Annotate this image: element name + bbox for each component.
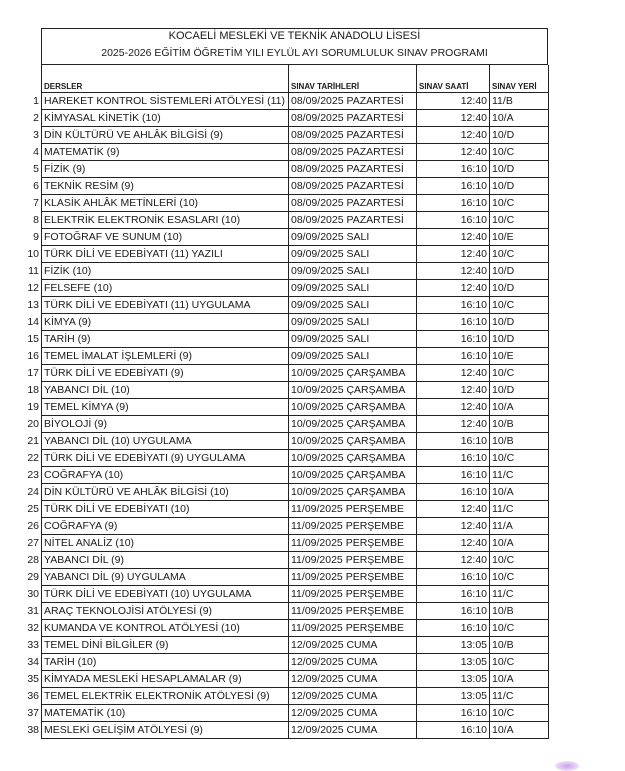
table-row — [42, 603, 549, 620]
time-cell: 16:10 — [417, 620, 490, 637]
row-number: 19 — [27, 401, 39, 413]
time-cell: 12:40 — [417, 263, 490, 280]
date-cell: 10/09/2025 ÇARŞAMBA — [289, 433, 417, 450]
room-cell: 10/C — [490, 705, 549, 722]
course-cell — [27, 450, 289, 467]
time-cell: 16:10 — [417, 450, 490, 467]
room-cell: 10/D — [490, 178, 549, 195]
room-cell: 11/A — [490, 518, 549, 535]
date-cell: 10/09/2025 ÇARŞAMBA — [289, 416, 417, 433]
table-header-row — [42, 65, 549, 93]
row-number: 23 — [27, 469, 39, 481]
course-name: FİZİK (10) — [44, 265, 92, 277]
course-cell — [27, 722, 289, 739]
row-number: 36 — [27, 690, 39, 702]
time-cell: 16:10 — [417, 212, 490, 229]
course-name: ELEKTRİK ELEKTRONİK ESASLARI (10) — [44, 214, 241, 226]
row-number: 5 — [33, 163, 39, 175]
date-cell: 10/09/2025 ÇARŞAMBA — [289, 467, 417, 484]
course-name: KLASİK AHLÂK METİNLERİ (10) — [44, 197, 199, 209]
room-cell: 10/C — [490, 297, 549, 314]
table-row — [42, 467, 549, 484]
room-cell: 11/C — [490, 688, 549, 705]
course-name: TEMEL ELEKTRİK ELEKTRONİK ATÖLYESİ (9) — [44, 690, 270, 702]
time-cell: 12:40 — [417, 246, 490, 263]
room-cell: 10/A — [490, 399, 549, 416]
table-row — [42, 518, 549, 535]
room-cell: 10/A — [490, 110, 549, 127]
course-cell — [27, 705, 289, 722]
date-cell: 12/09/2025 CUMA — [289, 688, 417, 705]
course-name: TEMEL KİMYA (9) — [44, 401, 129, 413]
time-cell: 12:40 — [417, 127, 490, 144]
room-cell: 11/C — [490, 501, 549, 518]
table-row — [42, 178, 549, 195]
date-cell: 11/09/2025 PERŞEMBE — [289, 603, 417, 620]
course-cell — [27, 331, 289, 348]
table-row — [42, 365, 549, 382]
time-cell: 16:10 — [417, 348, 490, 365]
time-cell: 12:40 — [417, 229, 490, 246]
date-cell: 09/09/2025 SALI — [289, 314, 417, 331]
date-cell: 12/09/2025 CUMA — [289, 637, 417, 654]
table-row — [42, 484, 549, 501]
room-cell: 11/C — [490, 586, 549, 603]
row-number: 37 — [27, 707, 39, 719]
course-cell — [27, 654, 289, 671]
time-cell: 12:40 — [417, 280, 490, 297]
date-cell: 08/09/2025 PAZARTESİ — [289, 127, 417, 144]
room-cell: 10/C — [490, 654, 549, 671]
table-row — [42, 280, 549, 297]
room-cell: 10/C — [490, 365, 549, 382]
table-row — [42, 433, 549, 450]
time-cell: 12:40 — [417, 552, 490, 569]
row-number: 14 — [27, 316, 39, 328]
time-cell: 12:40 — [417, 144, 490, 161]
date-cell: 11/09/2025 PERŞEMBE — [289, 518, 417, 535]
row-number: 10 — [27, 248, 39, 260]
course-name: MATEMATİK (10) — [44, 707, 126, 719]
row-number: 7 — [33, 197, 39, 209]
document-title: 2025-2026 EĞİTİM ÖĞRETİM YILI EYLÜL AYI SORUMLULUK SINAV PROGRAMI — [101, 47, 488, 59]
table-row — [42, 535, 549, 552]
course-name: KİMYADA MESLEKİ HESAPLAMALAR (9) — [44, 673, 242, 685]
row-number: 35 — [27, 673, 39, 685]
course-name: KUMANDA VE KONTROL ATÖLYESİ (10) — [44, 622, 240, 634]
course-cell — [33, 110, 289, 127]
course-name: TEKNİK RESİM (9) — [44, 180, 134, 192]
course-cell — [27, 552, 289, 569]
course-cell — [33, 93, 289, 110]
course-cell — [27, 637, 289, 654]
date-cell: 12/09/2025 CUMA — [289, 671, 417, 688]
course-cell — [27, 416, 289, 433]
date-cell: 09/09/2025 SALI — [289, 263, 417, 280]
table-row — [42, 110, 549, 127]
date-cell: 08/09/2025 PAZARTESİ — [289, 110, 417, 127]
table-row — [42, 501, 549, 518]
course-cell — [27, 671, 289, 688]
course-cell — [27, 382, 289, 399]
date-cell: 12/09/2025 CUMA — [289, 705, 417, 722]
time-cell: 12:40 — [417, 518, 490, 535]
course-cell — [33, 229, 289, 246]
table-row — [42, 93, 549, 110]
date-cell: 10/09/2025 ÇARŞAMBA — [289, 365, 417, 382]
room-cell: 10/E — [490, 229, 549, 246]
room-cell: 11/C — [490, 467, 549, 484]
course-cell — [33, 144, 289, 161]
course-name: YABANCI DİL (9) — [44, 554, 124, 566]
course-cell — [27, 280, 289, 297]
date-cell: 10/09/2025 ÇARŞAMBA — [289, 399, 417, 416]
date-cell: 09/09/2025 SALI — [289, 246, 417, 263]
row-number: 9 — [33, 231, 39, 243]
table-row — [42, 450, 549, 467]
course-name: KİMYASAL KİNETİK (10) — [44, 112, 161, 124]
course-name: COĞRAFYA (9) — [44, 520, 118, 532]
time-cell: 13:05 — [417, 688, 490, 705]
course-name: TÜRK DİLİ VE EDEBİYATI (11) UYGULAMA — [44, 299, 251, 311]
course-cell — [27, 569, 289, 586]
table-row — [42, 399, 549, 416]
course-name: KİMYA (9) — [44, 316, 92, 328]
table-body — [27, 93, 549, 739]
course-name: FOTOĞRAF VE SUNUM (10) — [44, 231, 183, 243]
table-row — [42, 705, 549, 722]
room-cell: 10/D — [490, 331, 549, 348]
row-number: 17 — [27, 367, 39, 379]
table-row — [42, 161, 549, 178]
room-cell: 10/D — [490, 127, 549, 144]
time-cell: 13:05 — [417, 654, 490, 671]
date-cell: 08/09/2025 PAZARTESİ — [289, 144, 417, 161]
course-cell — [27, 688, 289, 705]
course-name: TÜRK DİLİ VE EDEBİYATI (10) UYGULAMA — [44, 588, 252, 600]
time-cell: 16:10 — [417, 195, 490, 212]
room-cell: 10/A — [490, 671, 549, 688]
date-cell: 10/09/2025 ÇARŞAMBA — [289, 484, 417, 501]
row-number: 34 — [27, 656, 39, 668]
date-cell: 10/09/2025 ÇARŞAMBA — [289, 450, 417, 467]
time-cell: 16:10 — [417, 705, 490, 722]
room-cell: 10/C — [490, 195, 549, 212]
course-cell — [27, 399, 289, 416]
row-number: 1 — [33, 95, 39, 107]
course-cell — [27, 467, 289, 484]
date-cell: 11/09/2025 PERŞEMBE — [289, 501, 417, 518]
course-name: FİZİK (9) — [44, 163, 86, 175]
course-name: MESLEKİ GELİŞİM ATÖLYESİ (9) — [44, 724, 203, 736]
date-cell: 08/09/2025 PAZARTESİ — [289, 195, 417, 212]
course-name: TARİH (9) — [44, 333, 91, 345]
table-row — [42, 263, 549, 280]
table-row — [42, 297, 549, 314]
time-cell: 16:10 — [417, 433, 490, 450]
course-cell — [27, 620, 289, 637]
date-cell: 11/09/2025 PERŞEMBE — [289, 535, 417, 552]
row-number: 16 — [27, 350, 39, 362]
room-cell: 10/C — [490, 212, 549, 229]
row-number: 31 — [27, 605, 39, 617]
decorative-blob — [555, 761, 579, 771]
table-row — [42, 382, 549, 399]
room-cell: 10/B — [490, 416, 549, 433]
date-cell: 11/09/2025 PERŞEMBE — [289, 552, 417, 569]
time-cell: 12:40 — [417, 93, 490, 110]
date-cell: 10/09/2025 ÇARŞAMBA — [289, 382, 417, 399]
row-number: 20 — [27, 418, 39, 430]
date-cell: 08/09/2025 PAZARTESİ — [289, 93, 417, 110]
row-number: 38 — [27, 724, 39, 736]
time-cell: 16:10 — [417, 178, 490, 195]
date-cell: 08/09/2025 PAZARTESİ — [289, 212, 417, 229]
time-cell: 16:10 — [417, 331, 490, 348]
course-name: ARAÇ TEKNOLOJİSİ ATÖLYESİ (9) — [44, 605, 213, 617]
row-number: 4 — [33, 146, 39, 158]
time-cell: 13:05 — [417, 637, 490, 654]
row-number: 30 — [27, 588, 39, 600]
course-name: BİYOLOJİ (9) — [44, 418, 108, 430]
table-row — [42, 416, 549, 433]
course-cell — [33, 195, 289, 212]
time-cell: 16:10 — [417, 467, 490, 484]
time-cell: 12:40 — [417, 535, 490, 552]
table-row — [42, 586, 549, 603]
row-number: 8 — [33, 214, 39, 226]
row-number: 22 — [27, 452, 39, 464]
course-name: TARİH (10) — [44, 656, 97, 668]
room-cell: 10/B — [490, 637, 549, 654]
time-cell: 12:40 — [417, 501, 490, 518]
course-name: FELSEFE (10) — [44, 282, 113, 294]
table-row — [42, 195, 549, 212]
course-cell — [27, 484, 289, 501]
table-row — [42, 671, 549, 688]
row-number: 24 — [27, 486, 39, 498]
room-cell: 10/A — [490, 722, 549, 739]
time-cell: 12:40 — [417, 365, 490, 382]
table-row — [42, 229, 549, 246]
table-row — [42, 552, 549, 569]
title-box — [41, 28, 548, 65]
date-cell: 09/09/2025 SALI — [289, 229, 417, 246]
room-cell: 10/D — [490, 314, 549, 331]
date-cell: 12/09/2025 CUMA — [289, 654, 417, 671]
room-cell: 10/C — [490, 246, 549, 263]
course-cell — [27, 586, 289, 603]
table-row — [42, 722, 549, 739]
course-cell — [27, 501, 289, 518]
column-header-time: SINAV SAATİ — [417, 65, 490, 93]
row-number: 2 — [33, 112, 39, 124]
school-name: KOCAELİ MESLEKİ VE TEKNİK ANADOLU LİSESİ — [168, 30, 421, 42]
date-cell: 11/09/2025 PERŞEMBE — [289, 620, 417, 637]
date-cell: 09/09/2025 SALI — [289, 280, 417, 297]
exam-schedule-sheet — [27, 28, 548, 739]
room-cell: 10/D — [490, 382, 549, 399]
course-name: TEMEL DİNİ BİLGİLER (9) — [44, 639, 169, 651]
room-cell: 10/E — [490, 348, 549, 365]
row-number: 26 — [27, 520, 39, 532]
date-cell: 12/09/2025 CUMA — [289, 722, 417, 739]
room-cell: 10/C — [490, 144, 549, 161]
time-cell: 16:10 — [417, 484, 490, 501]
table-row — [42, 654, 549, 671]
table-row — [42, 127, 549, 144]
time-cell: 12:40 — [417, 382, 490, 399]
table-row — [42, 331, 549, 348]
table-row — [42, 569, 549, 586]
row-number: 12 — [27, 282, 39, 294]
row-number: 11 — [28, 265, 39, 277]
row-number: 18 — [27, 384, 39, 396]
course-name: TÜRK DİLİ VE EDEBİYATI (9) — [44, 367, 184, 379]
room-cell: 10/A — [490, 535, 549, 552]
course-cell — [33, 212, 289, 229]
course-cell — [27, 365, 289, 382]
date-cell: 11/09/2025 PERŞEMBE — [289, 569, 417, 586]
course-cell — [33, 178, 289, 195]
time-cell: 16:10 — [417, 586, 490, 603]
time-cell: 12:40 — [417, 416, 490, 433]
row-number: 13 — [27, 299, 39, 311]
course-cell — [27, 314, 289, 331]
table-row — [42, 212, 549, 229]
table-row — [42, 246, 549, 263]
table-row — [42, 144, 549, 161]
row-number: 25 — [27, 503, 39, 515]
row-number: 21 — [27, 435, 39, 447]
course-cell — [27, 246, 289, 263]
room-cell: 10/C — [490, 450, 549, 467]
course-name: DİN KÜLTÜRÜ VE AHLÂK BİLGİSİ (9) — [44, 129, 223, 141]
time-cell: 16:10 — [417, 722, 490, 739]
date-cell: 09/09/2025 SALI — [289, 331, 417, 348]
room-cell: 10/D — [490, 263, 549, 280]
course-name: YABANCI DİL (10) — [44, 384, 130, 396]
table-row — [42, 620, 549, 637]
room-cell: 11/B — [490, 93, 549, 110]
row-number: 3 — [33, 129, 39, 141]
course-name: NİTEL ANALİZ (10) — [44, 537, 135, 549]
date-cell: 08/09/2025 PAZARTESİ — [289, 161, 417, 178]
course-cell — [27, 518, 289, 535]
row-number: 6 — [33, 180, 39, 192]
time-cell: 16:10 — [417, 161, 490, 178]
column-header-date: SINAV TARİHLERİ — [289, 65, 417, 93]
time-cell: 16:10 — [417, 297, 490, 314]
course-name: YABANCI DİL (10) UYGULAMA — [44, 435, 192, 447]
course-cell — [27, 535, 289, 552]
row-number: 27 — [27, 537, 39, 549]
time-cell: 12:40 — [417, 110, 490, 127]
course-name: COĞRAFYA (10) — [44, 469, 124, 481]
course-name: MATEMATİK (9) — [44, 146, 120, 158]
course-cell — [27, 348, 289, 365]
table-row — [42, 314, 549, 331]
row-number: 28 — [27, 554, 39, 566]
course-name: HAREKET KONTROL SİSTEMLERİ ATÖLYESİ (11) — [44, 95, 285, 107]
course-name: YABANCI DİL (9) UYGULAMA — [44, 571, 186, 583]
table-row — [42, 688, 549, 705]
course-name: TÜRK DİLİ VE EDEBİYATI (10) — [44, 503, 190, 515]
time-cell: 16:10 — [417, 314, 490, 331]
room-cell: 10/D — [490, 280, 549, 297]
date-cell: 09/09/2025 SALI — [289, 348, 417, 365]
table-row — [42, 348, 549, 365]
time-cell: 16:10 — [417, 603, 490, 620]
course-cell — [33, 127, 289, 144]
column-header-room: SINAV YERİ — [490, 65, 549, 93]
room-cell: 10/C — [490, 552, 549, 569]
time-cell: 16:10 — [417, 569, 490, 586]
exam-schedule-table — [27, 65, 549, 739]
course-cell — [28, 263, 289, 280]
room-cell: 10/B — [490, 433, 549, 450]
course-name: DİN KÜLTÜRÜ VE AHLÂK BİLGİSİ (10) — [44, 486, 229, 498]
course-name: TEMEL İMALAT İŞLEMLERİ (9) — [44, 350, 193, 362]
room-cell: 10/C — [490, 569, 549, 586]
row-number: 33 — [27, 639, 39, 651]
room-cell: 10/A — [490, 484, 549, 501]
room-cell: 10/B — [490, 603, 549, 620]
room-cell: 10/C — [490, 620, 549, 637]
table-row — [42, 637, 549, 654]
course-cell — [27, 433, 289, 450]
room-cell: 10/D — [490, 161, 549, 178]
date-cell: 08/09/2025 PAZARTESİ — [289, 178, 417, 195]
course-cell — [27, 297, 289, 314]
course-name: TÜRK DİLİ VE EDEBİYATI (9) UYGULAMA — [44, 452, 246, 464]
time-cell: 13:05 — [417, 671, 490, 688]
course-name: TÜRK DİLİ VE EDEBİYATI (11) YAZILI — [44, 248, 223, 260]
column-header-course: DERSLER — [42, 65, 289, 93]
course-cell — [33, 161, 289, 178]
time-cell: 12:40 — [417, 399, 490, 416]
row-number: 32 — [27, 622, 39, 634]
row-number: 29 — [27, 571, 39, 583]
row-number: 15 — [27, 333, 39, 345]
course-cell — [27, 603, 289, 620]
date-cell: 09/09/2025 SALI — [289, 297, 417, 314]
date-cell: 11/09/2025 PERŞEMBE — [289, 586, 417, 603]
